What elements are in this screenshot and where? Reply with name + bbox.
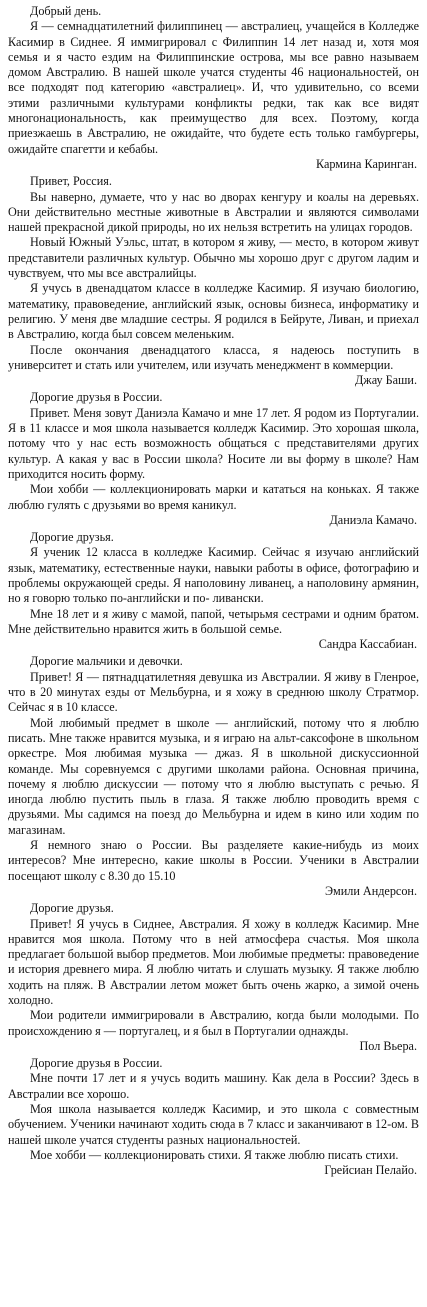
letter-signature: Эмили Андерсон. [324, 883, 417, 898]
letter [8, 390, 419, 528]
letter-greeting: Дорогие друзья. [30, 530, 114, 545]
letter-paragraph: Привет! Я — пятнадцатилетняя девушка из Австралии. Я живу в Гленрое, что в 20 минутах езды от Мельбурна, и я хожу в среднюю школу Стратмор. Сейчас я в 10 классе. [8, 669, 419, 715]
letter-greeting: Дорогие друзья. [30, 901, 114, 916]
letter-paragraph: Мой любимый предмет в школе — английский, потому что я люблю писать. Мне также нравится музыка, и я играю на альт-саксофоне в школьном оркестре. Моя любимая музыка — джаз. Я в школьной дискуссионной команде. Мы соревнуемся с другими школами района. Основная причина, почему я люблю дискуссии — потому что я люблю выступать с речью. Я иногда люблю пустить пыль в глаза. Я также люблю проводить время с друзьями. Мы садимся на поезд до Мельбурна и идем в кино или ходим по магазинам. [8, 715, 419, 837]
letter-paragraph: Мне 18 лет и я живу с мамой, папой, четырьмя сестрами и одним братом. Мне действительно нравится жить в большой семье. [8, 606, 419, 636]
letter-greeting: Дорогие мальчики и девочки. [30, 654, 183, 669]
letter-paragraph: Привет! Я учусь в Сиднее, Австралия. Я хожу в колледж Касимир. Мне нравится моя школа. Потому что в ней атмосфера счастья. Моя школа предлагает большой выбор предметов. Мои любимые предметы: правоведение и история древнего мира. Я люблю читать и слушать музыку. Я также люблю ходить на пляж. В Австралии летом может быть очень жарко, а зимой очень холодно. [8, 916, 419, 1007]
letter-paragraph: Я немного знаю о России. Вы разделяете какие-нибудь из моих интересов? Мне интересно, какие школы в России. Ученики в Австралии посещают школу с 8.30 до 15.10 [8, 838, 419, 883]
letter-paragraph: Новый Южный Уэльс, штат, в котором я живу, — место, в котором живут представители различных культур. Обычно мы хорошо друг с другом ладим и чувствуем, что мы все австралийцы. [8, 235, 419, 281]
letter-paragraph: Я учусь в двенадцатом классе в колледже Касимир. Я изучаю биологию, математику, правоведение, английский язык, основы бизнеса, информатику и религию. У меня две младшие сестры. Я родился в Бейруте, Ливан, и приехал в Австралию, когда был совсем меленьким. [8, 281, 419, 342]
letter [8, 174, 419, 388]
letter-paragraph: После окончания двенадцатого класса, я надеюсь поступить в университет и стать или учителем, или изучать менеджмент в коммерции. [8, 342, 419, 372]
letter [8, 4, 419, 172]
letter-signature: Кармина Каринган. [316, 156, 417, 171]
letter-greeting: Дорогие друзья в России. [30, 1056, 163, 1071]
letter-paragraph: Мои хобби — коллекционировать марки и кататься на коньках. Я также люблю гулять с друзьями во время каникул. [8, 482, 419, 512]
letter-signature: Пол Вьера. [359, 1038, 417, 1053]
letter-paragraph: Мне почти 17 лет и я учусь водить машину. Как дела в России? Здесь в Австралии все хорошо. [8, 1071, 419, 1101]
letter-signature: Грейсиан Пелайо. [324, 1163, 417, 1178]
letter-paragraph: Мое хобби — коллекционировать стихи. Я также люблю писать стихи. [30, 1147, 399, 1162]
letter-paragraph: Вы наверно, думаете, что у нас во дворах кенгуру и коалы на деревьях. Они действительно местные животные в Австралии и являются символами нашей прекрасной дикой природы, но их нельзя встретить на улицах городов. [8, 189, 419, 235]
letter-paragraph: Моя школа называется колледж Касимир, и это школа с совместным обучением. Ученики начинают ходить сюда в 7 класс и заканчивают в 12-ом. В нашей школе учатся студенты разных национальностей. [8, 1102, 419, 1147]
letter-greeting: Привет, Россия. [30, 174, 112, 189]
letter-paragraph: Я ученик 12 класса в колледже Касимир. Сейчас я изучаю английский язык, математику, естественные науки, навыки работы в офисе, фотографию и проблемы окружающей среды. Я наполовину ливанец, а наполовину армянин, но я говорю только по-английски и по- ливански. [8, 545, 419, 606]
letter-signature: Даниэла Камачо. [329, 512, 417, 527]
letter-signature: Джау Баши. [354, 373, 417, 388]
letter-greeting: Дорогие друзья в России. [30, 390, 163, 405]
letter-paragraph: Я — семнадцатилетний филиппинец — австралиец, учащейся в Колледже Касимир в Сиднее. Я иммигрировал с Филиппин 14 лет назад и, хотя моя семья и я часто ездим на Филиппинские острова, мы все равно называем домом Австралию. В нашей школе учатся студенты 46 национальностей, он все подходят под категорию «австралиец». И, что удивительно, со всеми этими различными культурами конфликты редки, так как все видят многонациональность, как преимущество для всех. Поэтому, когда приезжаешь в Австралию, не ожидайте, что будете есть только гамбургеры, ожидайте спагетти и кебабы. [8, 19, 419, 156]
letters-container [8, 4, 419, 1179]
letter [8, 654, 419, 899]
letter-greeting: Добрый день. [30, 4, 102, 18]
letter [8, 530, 419, 652]
letter [8, 901, 419, 1054]
letter-signature: Сандра Кассабиан. [318, 637, 417, 652]
letter-paragraph: Мои родители иммигрировали в Австралию, когда были молодыми. По происхождению я — португалец, и я был в Португалии однажды. [8, 1008, 419, 1038]
letter [8, 1056, 419, 1178]
letter-paragraph: Привет. Меня зовут Даниэла Камачо и мне 17 лет. Я родом из Португалии. Я в 11 классе и моя школа называется колледж Касимир. Это хорошая школа, потому что у нас есть возможность общаться с представителями других культур. А какая у вас в России школа? Носите ли вы форму в школе? Нам приходится носить форму. [8, 405, 419, 481]
